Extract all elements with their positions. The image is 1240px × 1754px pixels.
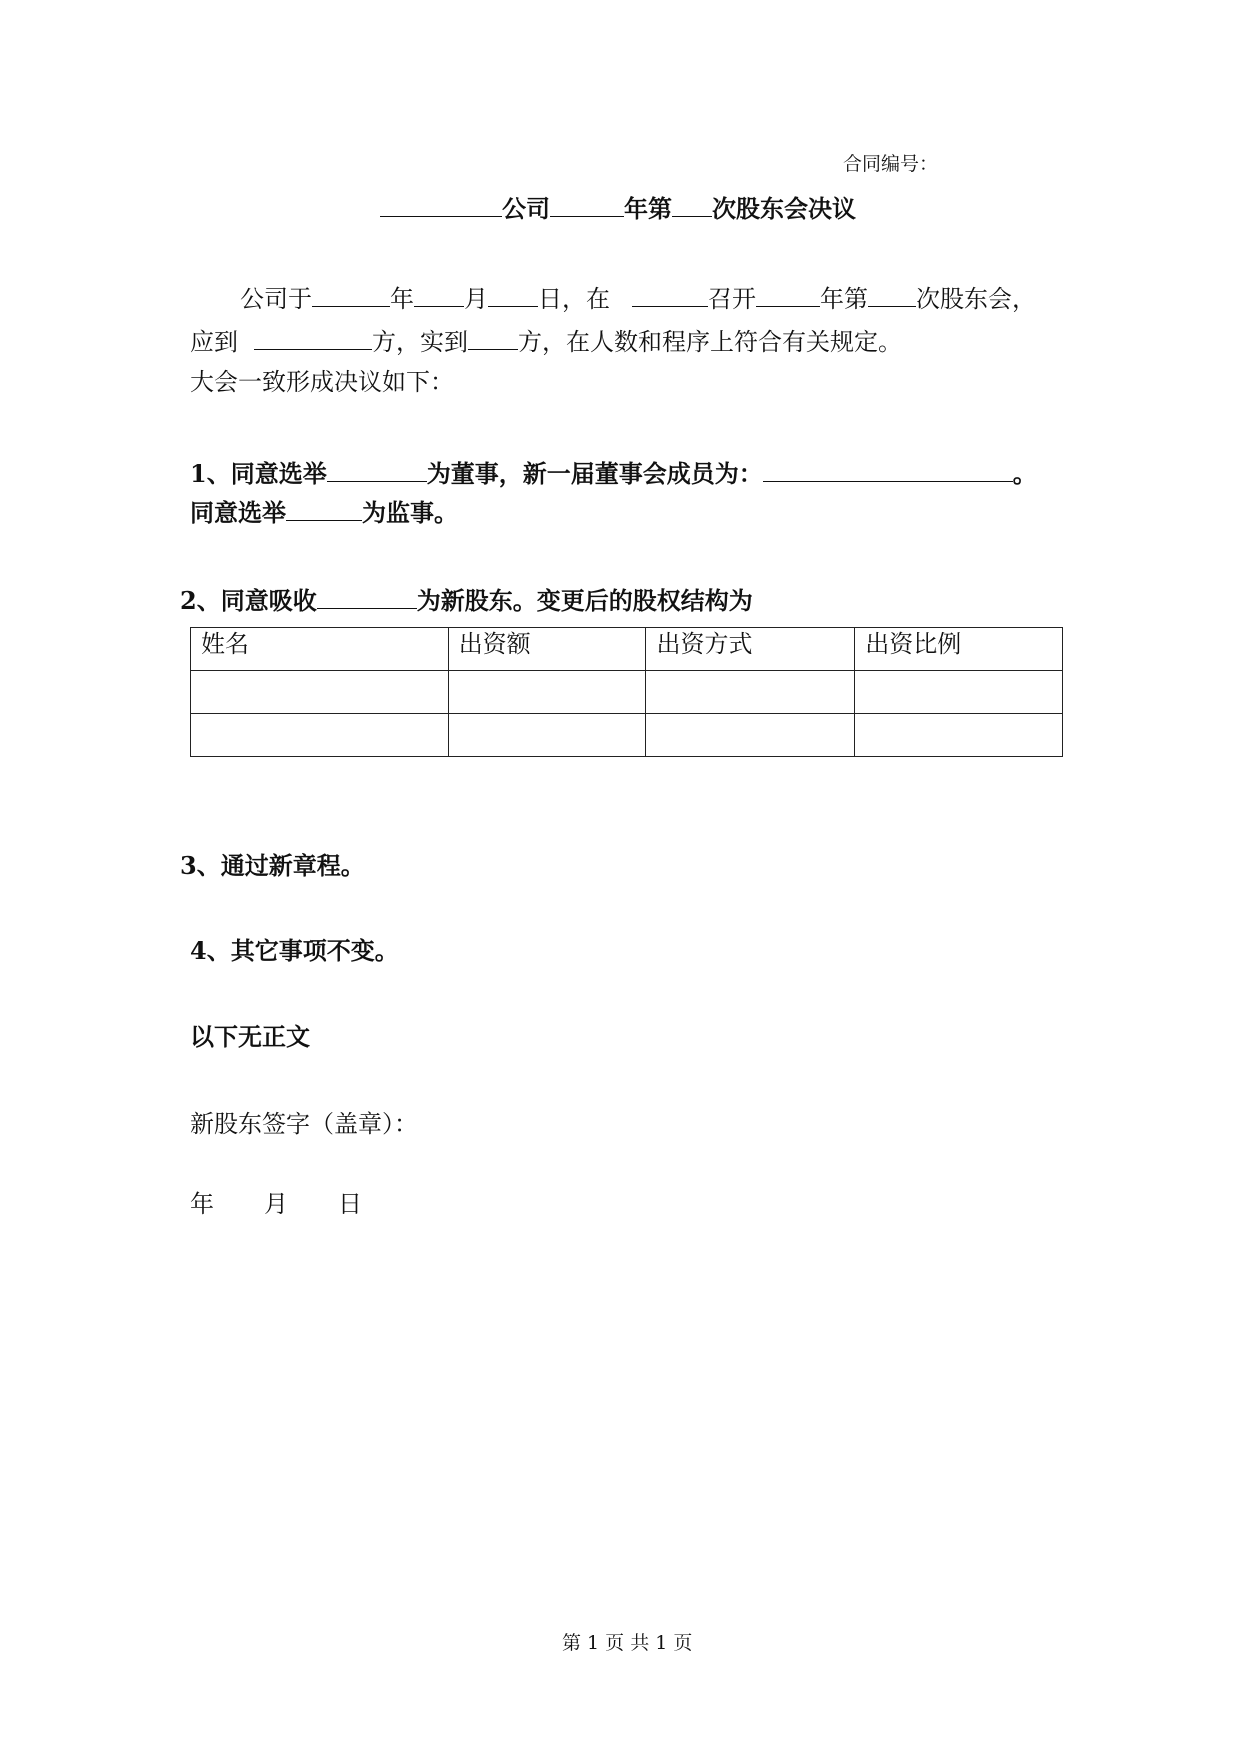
meeting-place-blank[interactable] (632, 280, 708, 307)
director-name-blank[interactable] (327, 455, 427, 482)
expected-attendance-blank[interactable] (254, 323, 372, 350)
contract-number-label: 合同编号： (843, 153, 939, 175)
meeting-year2-blank[interactable] (756, 280, 820, 307)
table-cell[interactable] (448, 671, 646, 714)
item-2-line (180, 582, 753, 617)
table-cell[interactable] (448, 714, 646, 757)
title-year-blank[interactable] (550, 190, 624, 217)
item-3: 3、通过新章程。 (180, 851, 365, 880)
table-cell[interactable] (191, 671, 449, 714)
signature-label: 新股东签字（盖章）： (190, 1110, 418, 1138)
intro-text: 月 (464, 285, 488, 313)
item-1-line-1 (190, 455, 1037, 490)
document-title (380, 189, 856, 224)
intro-text: 日，在 (538, 285, 610, 313)
item-text: 1、同意选举 (190, 459, 327, 488)
title-session: 次股东会决议 (712, 194, 856, 223)
column-header: 出资方式 (646, 628, 855, 671)
intro-line-3: 大会一致形成决议如下： (190, 368, 454, 396)
intro-line-2 (190, 323, 902, 358)
company-name-blank[interactable] (380, 190, 502, 217)
intro-line-1 (240, 280, 1036, 315)
intro-text: 次股东会， (916, 285, 1036, 313)
intro-text: 年 (390, 285, 414, 313)
end-note: 以下无正文 (190, 1022, 310, 1051)
date-day: 日 (338, 1190, 362, 1218)
date-month: 月 (264, 1190, 288, 1218)
intro-text: 方，实到 (372, 328, 468, 356)
title-company: 公司 (502, 194, 550, 223)
table-row (191, 714, 1063, 757)
supervisor-name-blank[interactable] (286, 494, 362, 521)
table-header-row (191, 628, 1063, 671)
item-text: 为董事，新一届董事会成员为： (426, 459, 763, 488)
item-text: 同意选举 (190, 498, 286, 527)
item-text: 。 (1012, 459, 1037, 488)
signature-date (190, 1188, 362, 1220)
meeting-year-blank[interactable] (312, 280, 390, 307)
item-1-line-2 (190, 494, 458, 529)
meeting-number-blank[interactable] (868, 280, 916, 307)
table-cell[interactable] (646, 671, 855, 714)
item-text: 为新股东。变更后的股权结构为 (416, 586, 753, 615)
page-footer: 第 1 页 共 1 页 (562, 1632, 693, 1654)
intro-text: 年第 (820, 285, 868, 313)
title-session-blank[interactable] (672, 190, 712, 217)
intro-text: 公司于 (240, 285, 312, 313)
table-cell[interactable] (191, 714, 449, 757)
column-header: 出资比例 (855, 628, 1063, 671)
item-text: 为监事。 (362, 498, 458, 527)
actual-attendance-blank[interactable] (468, 323, 518, 350)
table-cell[interactable] (855, 671, 1063, 714)
intro-text: 方，在人数和程序上符合有关规定。 (518, 328, 902, 356)
date-year: 年 (190, 1190, 214, 1218)
table-cell[interactable] (855, 714, 1063, 757)
item-4: 4、其它事项不变。 (190, 936, 399, 965)
meeting-month-blank[interactable] (414, 280, 464, 307)
column-header: 姓名 (191, 628, 449, 671)
table-cell[interactable] (646, 714, 855, 757)
title-year-part: 年第 (624, 194, 672, 223)
intro-text: 应到 (190, 328, 238, 356)
meeting-day-blank[interactable] (488, 280, 538, 307)
table-row (191, 671, 1063, 714)
column-header: 出资额 (448, 628, 646, 671)
equity-structure-table (190, 627, 1063, 757)
new-shareholder-blank[interactable] (317, 582, 417, 609)
item-text: 2、同意吸收 (180, 586, 317, 615)
intro-text: 召开 (708, 285, 756, 313)
board-members-blank[interactable] (763, 455, 1013, 482)
